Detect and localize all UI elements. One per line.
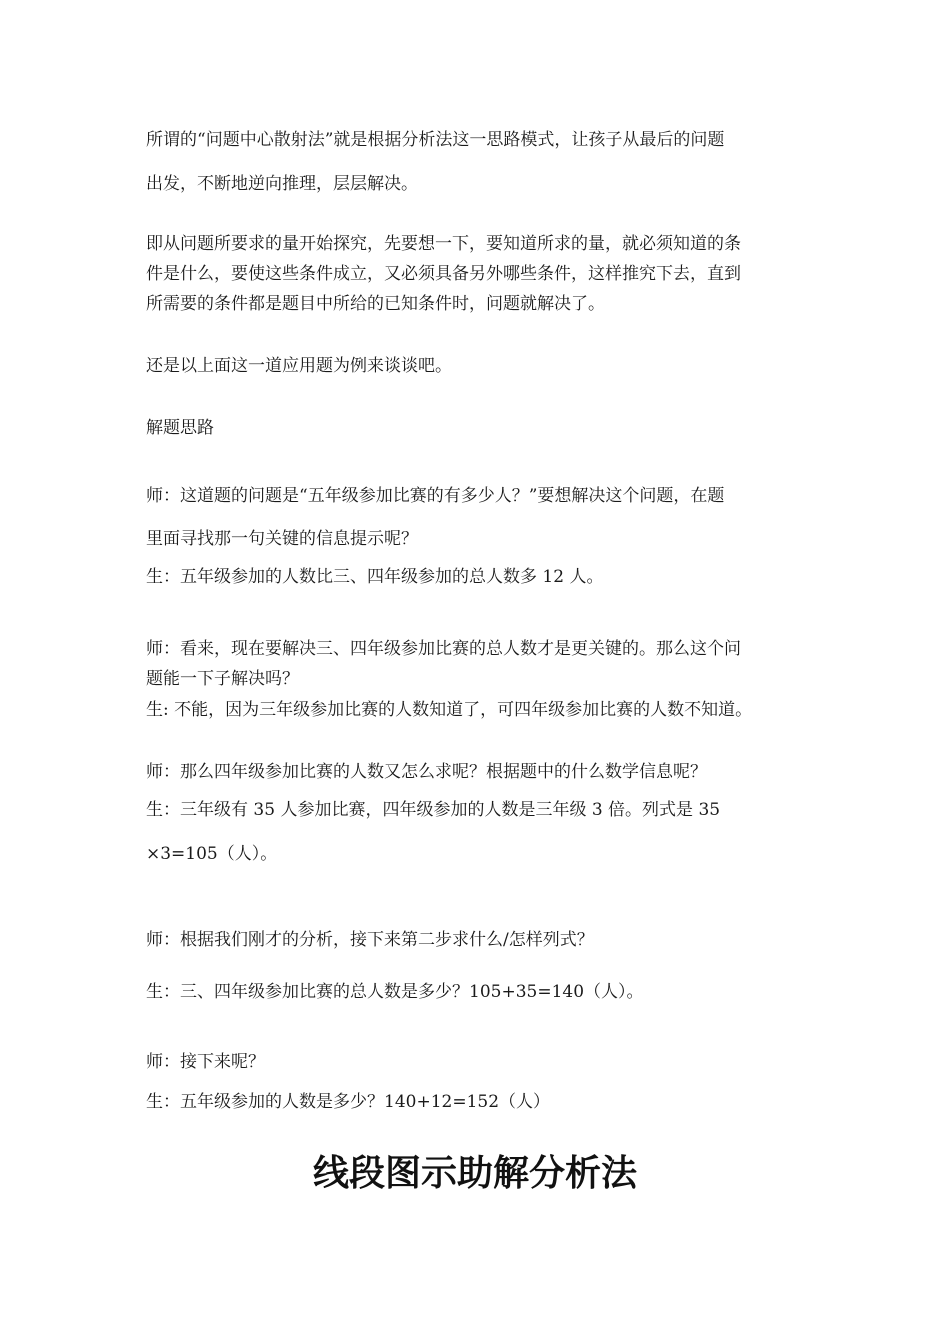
paragraph-line: 所谓的“问题中心散射法”就是根据分析法这一思路模式，让孩子从最后的问题	[146, 130, 725, 150]
dialog-line-student: 生：三、四年级参加比赛的总人数是多少？105+35=140（人）。	[146, 982, 644, 1002]
dialog-line-student: 生: 不能，因为三年级参加比赛的人数知道了，可四年级参加比赛的人数不知道。	[146, 700, 753, 720]
dialog-line-teacher: 师：看来，现在要解决三、四年级参加比赛的总人数才是更关键的。那么这个问	[146, 639, 741, 659]
dialog-line-student: 生：五年级参加的人数是多少？140+12=152（人）	[146, 1092, 551, 1112]
dialog-line-student: 生：五年级参加的人数比三、四年级参加的总人数多 12 人。	[146, 567, 604, 587]
paragraph-line: 即从问题所要求的量开始探究，先要想一下，要知道所求的量，就必须知道的条	[146, 234, 741, 254]
paragraph-line: 所需要的条件都是题目中所给的已知条件时，问题就解决了。	[146, 294, 605, 314]
paragraph-line: 还是以上面这一道应用题为例来谈谈吧。	[146, 356, 452, 376]
dialog-line-teacher: 师：接下来呢？	[146, 1052, 265, 1072]
dialog-line-teacher: 师：这道题的问题是“五年级参加比赛的有多少人？”要想解决这个问题，在题	[146, 486, 725, 506]
dialog-line-teacher: 师：那么四年级参加比赛的人数又怎么求呢？根据题中的什么数学信息呢？	[146, 762, 707, 782]
dialog-line-teacher: 师：根据我们刚才的分析，接下来第二步求什么/怎样列式？	[146, 930, 594, 950]
dialog-line-teacher: 里面寻找那一句关键的信息提示呢？	[146, 529, 418, 549]
section-label: 解题思路	[146, 418, 214, 438]
section-heading: 线段图示助解分析法	[312, 1153, 637, 1194]
dialog-line-teacher: 题能一下子解决吗？	[146, 669, 299, 689]
dialog-line-student: 生：三年级有 35 人参加比赛，四年级参加的人数是三年级 3 倍。列式是 35	[146, 800, 721, 820]
dialog-line-student: ×3=105（人）。	[146, 844, 278, 864]
paragraph-line: 件是什么，要使这些条件成立，又必须具备另外哪些条件，这样推究下去，直到	[146, 264, 741, 284]
paragraph-line: 出发，不断地逆向推理，层层解决。	[146, 174, 418, 194]
